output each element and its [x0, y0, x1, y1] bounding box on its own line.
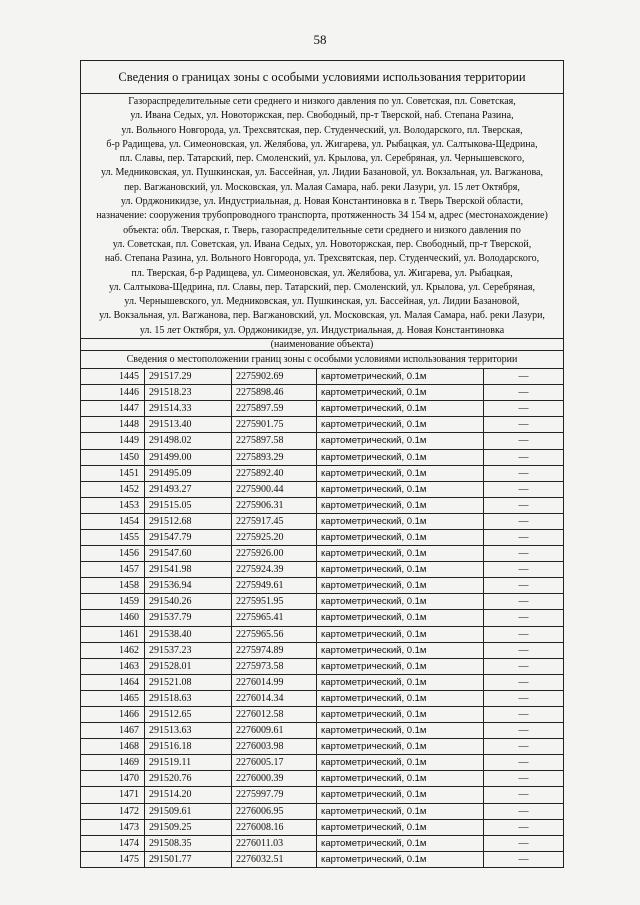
description-line: б-р Радищева, ул. Симеоновская, ул. Желябова, ул. Жигарева, ул. Рыбацкая, ул. Салтыкова-Щедрина, — [106, 138, 538, 150]
table-row — [81, 707, 563, 723]
method-accuracy-cell: картометрический, 0.1м — [317, 578, 484, 594]
table-row — [81, 449, 563, 465]
point-number-cell: 1473 — [81, 819, 145, 835]
point-description-cell: — — [484, 529, 564, 545]
point-number-cell: 1455 — [81, 529, 145, 545]
table-row — [81, 851, 563, 867]
method-accuracy-cell: картометрический, 0.1м — [317, 465, 484, 481]
coordinate-x-cell: 291509.25 — [145, 819, 232, 835]
coordinate-x-cell: 291537.79 — [145, 610, 232, 626]
coordinate-x-cell: 291519.11 — [145, 755, 232, 771]
table-row — [81, 819, 563, 835]
coordinate-y-cell: 2275949.61 — [232, 578, 317, 594]
method-accuracy-cell: картометрический, 0.1м — [317, 803, 484, 819]
method-accuracy-cell: картометрический, 0.1м — [317, 449, 484, 465]
point-number-cell: 1454 — [81, 513, 145, 529]
coordinate-y-cell: 2275892.40 — [232, 465, 317, 481]
table-row — [81, 642, 563, 658]
coordinate-y-cell: 2275973.58 — [232, 658, 317, 674]
coordinate-y-cell: 2275997.79 — [232, 787, 317, 803]
table-row — [81, 401, 563, 417]
point-number-cell: 1452 — [81, 481, 145, 497]
coordinate-x-cell: 291528.01 — [145, 658, 232, 674]
coordinate-x-cell: 291501.77 — [145, 851, 232, 867]
table-row — [81, 610, 563, 626]
point-description-cell: — — [484, 739, 564, 755]
coordinate-x-cell: 291493.27 — [145, 481, 232, 497]
coordinate-y-cell: 2276014.99 — [232, 674, 317, 690]
point-description-cell: — — [484, 433, 564, 449]
method-accuracy-cell: картометрический, 0.1м — [317, 594, 484, 610]
method-accuracy-cell: картометрический, 0.1м — [317, 385, 484, 401]
page-number: 58 — [313, 32, 327, 47]
point-description-cell: — — [484, 594, 564, 610]
table-row — [81, 690, 563, 706]
table-row — [81, 835, 563, 851]
method-accuracy-cell: картометрический, 0.1м — [317, 546, 484, 562]
point-description-cell: — — [484, 497, 564, 513]
description-line: ул. Вольного Новгорода, ул. Трехсвятская, пер. Студенческий, ул. Володарского, пл. Тверская, — [121, 124, 523, 136]
point-description-cell: — — [484, 819, 564, 835]
point-number-cell: 1463 — [81, 658, 145, 674]
point-number-cell: 1466 — [81, 707, 145, 723]
description-line: пл. Тверская, б-р Радищева, ул. Симеоновская, ул. Желябова, ул. Жигарева, ул. Рыбацкая, — [131, 267, 513, 279]
coordinate-y-cell: 2275893.29 — [232, 449, 317, 465]
coordinate-x-cell: 291538.40 — [145, 626, 232, 642]
coordinate-x-cell: 291514.20 — [145, 787, 232, 803]
point-description-cell: — — [484, 385, 564, 401]
point-description-cell: — — [484, 658, 564, 674]
method-accuracy-cell: картометрический, 0.1м — [317, 481, 484, 497]
method-accuracy-cell: картометрический, 0.1м — [317, 513, 484, 529]
point-number-cell: 1446 — [81, 385, 145, 401]
table-row — [81, 417, 563, 433]
coordinate-x-cell: 291520.76 — [145, 771, 232, 787]
table-row — [81, 578, 563, 594]
description-line: ул. 15 лет Октября, ул. Орджоникидзе, ул. Индустриальная, д. Новая Константиновка — [139, 324, 505, 336]
table-row — [81, 385, 563, 401]
table-row — [81, 481, 563, 497]
coordinate-x-cell: 291512.65 — [145, 707, 232, 723]
description-line: объекта: обл. Тверская, г. Тверь, газораспределительные сети среднего и низкого давления по — [123, 224, 521, 236]
table-row — [81, 755, 563, 771]
coordinate-x-cell: 291513.63 — [145, 723, 232, 739]
point-number-cell: 1462 — [81, 642, 145, 658]
method-accuracy-cell: картометрический, 0.1м — [317, 723, 484, 739]
point-description-cell: — — [484, 755, 564, 771]
point-number-cell: 1458 — [81, 578, 145, 594]
point-number-cell: 1449 — [81, 433, 145, 449]
table-row — [81, 546, 563, 562]
description-line: ул. Орджоникидзе, ул. Индустриальная, д. Новая Константиновка в г. Тверь Тверской области, — [120, 196, 524, 208]
table-row — [81, 497, 563, 513]
coordinate-y-cell: 2276000.39 — [232, 771, 317, 787]
table-row — [81, 562, 563, 578]
point-description-cell: — — [484, 401, 564, 417]
coordinate-x-cell: 291540.26 — [145, 594, 232, 610]
method-accuracy-cell: картометрический, 0.1м — [317, 835, 484, 851]
coordinate-y-cell: 2275965.41 — [232, 610, 317, 626]
table-row — [81, 626, 563, 642]
method-accuracy-cell: картометрический, 0.1м — [317, 497, 484, 513]
point-number-cell: 1465 — [81, 690, 145, 706]
point-description-cell: — — [484, 723, 564, 739]
point-number-cell: 1456 — [81, 546, 145, 562]
method-accuracy-cell: картометрический, 0.1м — [317, 755, 484, 771]
method-accuracy-cell: картометрический, 0.1м — [317, 642, 484, 658]
point-description-cell: — — [484, 449, 564, 465]
table-row — [81, 803, 563, 819]
description-line: наб. Степана Разина, ул. Вольного Новгорода, ул. Трехсвятская, пер. Студенческий, ул. Володарского, — [104, 253, 540, 265]
coordinate-x-cell: 291547.79 — [145, 529, 232, 545]
table-row — [81, 658, 563, 674]
coordinate-x-cell: 291541.98 — [145, 562, 232, 578]
coordinate-y-cell: 2275898.46 — [232, 385, 317, 401]
point-description-cell: — — [484, 707, 564, 723]
point-description-cell: — — [484, 851, 564, 867]
coordinate-y-cell: 2276005.17 — [232, 755, 317, 771]
coordinate-x-cell: 291518.23 — [145, 385, 232, 401]
object-caption: (наименование объекта) — [81, 339, 563, 351]
description-line: ул. Вокзальная, ул. Вагжанова, пер. Вагжановский, ул. Московская, ул. Малая Самара, наб. реки Лазури, — [99, 310, 545, 322]
method-accuracy-cell: картометрический, 0.1м — [317, 626, 484, 642]
method-accuracy-cell: картометрический, 0.1м — [317, 787, 484, 803]
point-description-cell: — — [484, 787, 564, 803]
coordinate-y-cell: 2275965.56 — [232, 626, 317, 642]
location-header: Сведения о местоположении границ зоны с особыми условиями использования территории — [81, 351, 563, 369]
coordinate-x-cell: 291499.00 — [145, 449, 232, 465]
point-number-cell: 1468 — [81, 739, 145, 755]
method-accuracy-cell: картометрический, 0.1м — [317, 658, 484, 674]
coordinate-y-cell: 2275901.75 — [232, 417, 317, 433]
coordinate-x-cell: 291515.05 — [145, 497, 232, 513]
point-description-cell: — — [484, 369, 564, 385]
method-accuracy-cell: картометрический, 0.1м — [317, 369, 484, 385]
description-line: ул. Медниковская, ул. Пушкинская, ул. Бассейная, ул. Лидии Базановой, ул. Вокзальная, ул. Вагжанова, — [101, 167, 543, 179]
object-description — [81, 94, 563, 339]
method-accuracy-cell: картометрический, 0.1м — [317, 739, 484, 755]
coordinate-y-cell: 2276012.58 — [232, 707, 317, 723]
point-description-cell: — — [484, 690, 564, 706]
point-number-cell: 1445 — [81, 369, 145, 385]
coordinate-y-cell: 2275900.44 — [232, 481, 317, 497]
description-line: пл. Славы, пер. Татарский, пер. Смоленский, ул. Крылова, ул. Серебряная, ул. Чернышевского, — [119, 153, 525, 165]
point-number-cell: 1469 — [81, 755, 145, 771]
description-line: назначение: сооружения трубопроводного транспорта, протяженность 34 154 м, адрес (местонахождение) — [96, 210, 548, 222]
point-description-cell: — — [484, 803, 564, 819]
point-number-cell: 1475 — [81, 851, 145, 867]
coordinate-x-cell: 291537.23 — [145, 642, 232, 658]
table-row — [81, 433, 563, 449]
point-number-cell: 1464 — [81, 674, 145, 690]
point-description-cell: — — [484, 546, 564, 562]
coordinate-y-cell: 2275897.59 — [232, 401, 317, 417]
description-line: ул. Салтыкова-Щедрина, пл. Славы, пер. Татарский, пер. Смоленский, ул. Крылова, ул. Серебряная, — [109, 281, 535, 293]
point-description-cell: — — [484, 578, 564, 594]
point-number-cell: 1450 — [81, 449, 145, 465]
point-description-cell: — — [484, 626, 564, 642]
point-number-cell: 1460 — [81, 610, 145, 626]
table-row — [81, 369, 563, 385]
point-description-cell: — — [484, 642, 564, 658]
method-accuracy-cell: картометрический, 0.1м — [317, 674, 484, 690]
method-accuracy-cell: картометрический, 0.1м — [317, 401, 484, 417]
table-row — [81, 674, 563, 690]
method-accuracy-cell: картометрический, 0.1м — [317, 819, 484, 835]
point-number-cell: 1457 — [81, 562, 145, 578]
coordinate-x-cell: 291536.94 — [145, 578, 232, 594]
table-row — [81, 513, 563, 529]
point-number-cell: 1451 — [81, 465, 145, 481]
point-number-cell: 1472 — [81, 803, 145, 819]
table-row — [81, 739, 563, 755]
point-description-cell: — — [484, 771, 564, 787]
table-row — [81, 771, 563, 787]
point-number-cell: 1471 — [81, 787, 145, 803]
point-number-cell: 1474 — [81, 835, 145, 851]
point-description-cell: — — [484, 417, 564, 433]
coordinate-y-cell: 2275926.00 — [232, 546, 317, 562]
table-row — [81, 723, 563, 739]
description-line: ул. Советская, пл. Советская, ул. Ивана Седых, ул. Новоторжская, пер. Свободный, пр-т Тверской, — [112, 238, 532, 250]
coordinate-y-cell: 2276014.34 — [232, 690, 317, 706]
description-line: ул. Чернышевского, ул. Медниковская, ул. Пушкинская, ул. Бассейная, ул. Лидии Базановой, — [124, 296, 520, 308]
coordinate-x-cell: 291514.33 — [145, 401, 232, 417]
coordinate-x-cell: 291518.63 — [145, 690, 232, 706]
point-number-cell: 1448 — [81, 417, 145, 433]
coordinate-x-cell: 291512.68 — [145, 513, 232, 529]
coordinate-x-cell: 291508.35 — [145, 835, 232, 851]
coordinate-y-cell: 2276032.51 — [232, 851, 317, 867]
method-accuracy-cell: картометрический, 0.1м — [317, 433, 484, 449]
point-description-cell: — — [484, 465, 564, 481]
coordinate-x-cell: 291547.60 — [145, 546, 232, 562]
point-number-cell: 1461 — [81, 626, 145, 642]
form-title: Сведения о границах зоны с особыми условиями использования территории — [81, 61, 563, 94]
point-number-cell: 1459 — [81, 594, 145, 610]
point-description-cell: — — [484, 610, 564, 626]
description-line: Газораспределительные сети среднего и низкого давления по ул. Советская, пл. Советская, — [128, 96, 516, 107]
method-accuracy-cell: картометрический, 0.1м — [317, 771, 484, 787]
point-description-cell: — — [484, 562, 564, 578]
method-accuracy-cell: картометрический, 0.1м — [317, 851, 484, 867]
point-number-cell: 1453 — [81, 497, 145, 513]
table-row — [81, 465, 563, 481]
coordinate-y-cell: 2276006.95 — [232, 803, 317, 819]
coordinate-x-cell: 291509.61 — [145, 803, 232, 819]
coordinate-y-cell: 2275951.95 — [232, 594, 317, 610]
coordinate-y-cell: 2275902.69 — [232, 369, 317, 385]
point-description-cell: — — [484, 674, 564, 690]
zone-boundary-form — [80, 60, 564, 868]
coordinate-x-cell: 291516.18 — [145, 739, 232, 755]
description-line: ул. Ивана Седых, ул. Новоторжская, пер. Свободный, пр-т Тверской, наб. Степана Разина, — [130, 110, 514, 122]
coordinate-y-cell: 2275906.31 — [232, 497, 317, 513]
coordinate-y-cell: 2276008.16 — [232, 819, 317, 835]
table-row — [81, 787, 563, 803]
method-accuracy-cell: картометрический, 0.1м — [317, 690, 484, 706]
table-row — [81, 594, 563, 610]
method-accuracy-cell: картометрический, 0.1м — [317, 610, 484, 626]
coordinate-y-cell: 2276003.98 — [232, 739, 317, 755]
coordinate-y-cell: 2275917.45 — [232, 513, 317, 529]
point-description-cell: — — [484, 481, 564, 497]
point-description-cell: — — [484, 835, 564, 851]
coordinate-y-cell: 2275974.89 — [232, 642, 317, 658]
coordinate-x-cell: 291513.40 — [145, 417, 232, 433]
method-accuracy-cell: картометрический, 0.1м — [317, 417, 484, 433]
description-line: пер. Вагжановский, ул. Московская, ул. Малая Самара, наб. реки Лазури, ул. 15 лет Октября, — [124, 181, 520, 193]
coordinate-y-cell: 2275897.58 — [232, 433, 317, 449]
coordinate-x-cell: 291517.29 — [145, 369, 232, 385]
coordinate-x-cell: 291495.09 — [145, 465, 232, 481]
coordinate-x-cell: 291498.02 — [145, 433, 232, 449]
coordinates-table — [81, 369, 563, 867]
coordinate-y-cell: 2275924.39 — [232, 562, 317, 578]
coordinate-y-cell: 2275925.20 — [232, 529, 317, 545]
method-accuracy-cell: картометрический, 0.1м — [317, 707, 484, 723]
method-accuracy-cell: картометрический, 0.1м — [317, 529, 484, 545]
coordinate-y-cell: 2276009.61 — [232, 723, 317, 739]
method-accuracy-cell: картометрический, 0.1м — [317, 562, 484, 578]
coordinate-x-cell: 291521.08 — [145, 674, 232, 690]
point-number-cell: 1470 — [81, 771, 145, 787]
coordinate-y-cell: 2276011.03 — [232, 835, 317, 851]
point-number-cell: 1447 — [81, 401, 145, 417]
point-description-cell: — — [484, 513, 564, 529]
point-number-cell: 1467 — [81, 723, 145, 739]
table-row — [81, 529, 563, 545]
